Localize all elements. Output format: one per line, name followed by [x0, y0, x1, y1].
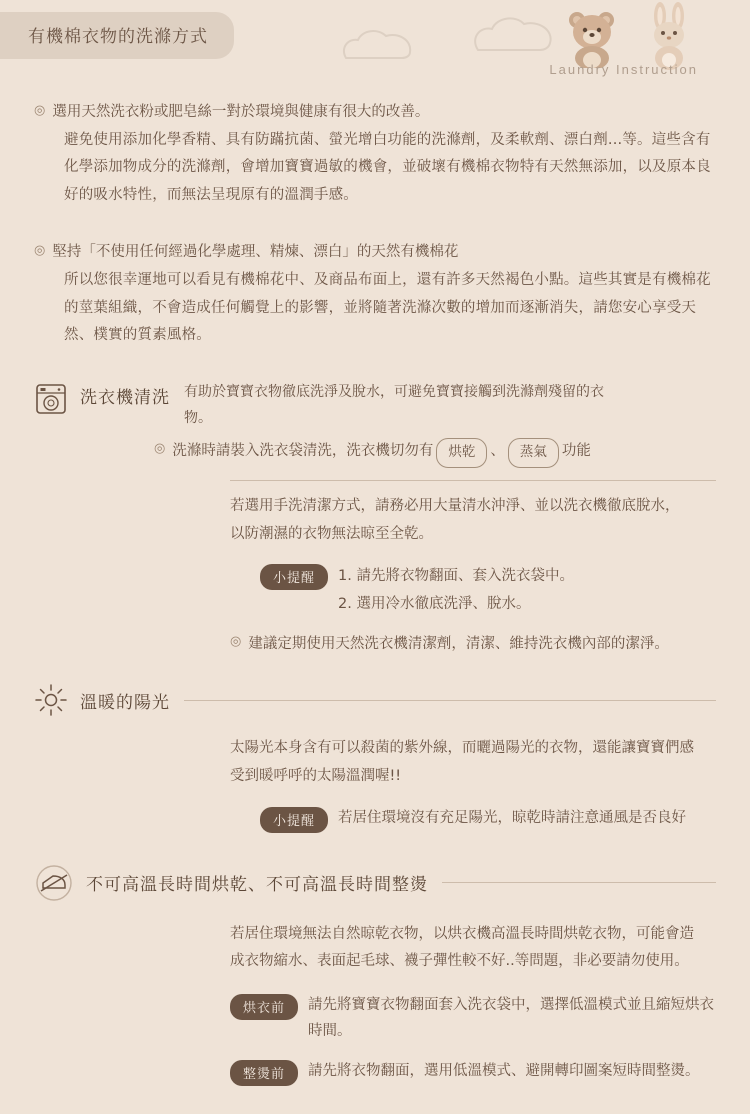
iron-no-icon: [34, 863, 74, 903]
double-circle-icon: ◎: [34, 103, 46, 118]
tip-text: 請先將衣物翻面，選用低溫模式、避開轉印圖案短時間整燙。: [308, 1062, 700, 1079]
footer-bullet-row: [230, 631, 716, 658]
double-circle-icon: ◎: [230, 633, 242, 649]
section-paragraph: 若居住環境無法自然晾乾衣物，以烘衣機高溫長時間烘乾衣物，可能會造成衣物縮水、表面起毛球、襪子彈性較不好..等問題，非必要請勿使用。: [230, 925, 694, 970]
bullet-heading-text: 選用天然洗衣粉或肥皂絲一對於環境與健康有很大的改善。: [52, 104, 430, 120]
tip-badge-before-ironing: 整燙前: [230, 1060, 298, 1086]
bullet-heading-row: [34, 100, 716, 125]
section-paragraph: 太陽光本身含有可以殺菌的紫外線，而曬過陽光的衣物，還能讓寶寶們感受到暖呼呼的太陽溫潤喔!!: [230, 740, 694, 784]
washing-machine-icon: [34, 382, 68, 416]
tip-badge-before-drying: 烘衣前: [230, 994, 298, 1020]
sub-bullet-text: 洗滌時請裝入洗衣袋清洗，洗衣機切勿有: [172, 443, 434, 460]
page-header: [0, 0, 750, 92]
tip-row: [230, 1058, 716, 1086]
sub-bullet-text-after: 功能: [561, 443, 591, 460]
teddy-bear-icon: [562, 6, 624, 68]
section-no-high-heat: [34, 863, 716, 1086]
tip-list-item: 2. 選用冷水徹底洗淨、脫水。: [338, 596, 531, 613]
divider: [230, 480, 716, 481]
section-title: 不可高溫長時間烘乾、不可高溫長時間整燙: [86, 875, 428, 896]
double-circle-icon: ◎: [154, 441, 166, 457]
tip-badge: 小提醒: [260, 807, 328, 833]
intro-block: [34, 240, 716, 350]
cloud-icon: [470, 10, 560, 54]
section-rule: [184, 700, 716, 701]
cloud-icon: [340, 22, 420, 62]
section-title: 溫暖的陽光: [80, 692, 170, 713]
sun-icon: [34, 683, 68, 717]
section-inline-text: 有助於寶寶衣物徹底洗淨及脫水，可避免寶寶接觸到洗滌劑殘留的衣物。: [184, 384, 604, 427]
page-content: [0, 100, 750, 1086]
sub-bullet-separator: 、: [490, 443, 505, 460]
section-title: 洗衣機清洗: [80, 388, 170, 409]
intro-block: [34, 100, 716, 210]
section-sunlight: [34, 683, 716, 832]
tip-text: 若居住環境沒有充足陽光，晾乾時請注意通風是否良好: [338, 809, 687, 826]
tip-badge: 小提醒: [260, 564, 328, 590]
tip-row: [260, 562, 716, 619]
tip-row: [260, 805, 716, 833]
bullet-heading-row: [34, 240, 716, 265]
double-circle-icon: ◎: [34, 243, 46, 259]
tip-row: [230, 992, 716, 1044]
tag-tumble-dry: 烘乾: [436, 438, 487, 468]
page-title: 有機棉衣物的洗滌方式: [0, 12, 234, 59]
tip-list-item: 1. 請先將衣物翻面、套入洗衣袋中。: [338, 568, 574, 585]
section-paragraph: 若選用手洗清潔方式，請務必用大量清水沖淨、並以洗衣機徹底脫水，以防潮濕的衣物無法晾至全乾。: [230, 498, 680, 542]
section-header: [34, 863, 716, 903]
section-header: [34, 380, 716, 432]
bullet-heading-text: 堅持「不使用任何經過化學處理、精煉、漂白」的天然有機棉花: [52, 244, 459, 261]
section-rule: [442, 882, 716, 883]
laundry-instruction-label: Laundry Instruction: [549, 62, 698, 77]
tag-steam: 蒸氣: [508, 438, 559, 468]
section-header: [34, 683, 716, 717]
bullet-body-text: 避免使用添加化學香精、具有防蹣抗菌、螢光增白功能的洗滌劑，及柔軟劑、漂白劑...等。這些含有化學添加物成分的洗滌劑，會增加寶寶過敏的機會，並破壞有機棉衣物特有天然無添加，以及原本良好的吸水特性，而無法呈現原有的溫潤手感。: [64, 131, 711, 204]
bullet-body-text: 所以您很幸運地可以看見有機棉花中、及商品布面上，還有許多天然褐色小點。這些其實是有機棉花的莖葉組織，不會造成任何觸覺上的影響，並將隨著洗滌次數的增加而逐漸消失，請您安心享受天然、樸實的質素風格。: [64, 271, 711, 344]
tip-text: 請先將寶寶衣物翻面套入洗衣袋中，選擇低溫模式並且縮短烘衣時間。: [308, 996, 715, 1039]
tip-list: [338, 562, 574, 619]
section-washing-machine: [34, 380, 716, 657]
footer-bullet-text: 建議定期使用天然洗衣機清潔劑，清潔、維持洗衣機內部的潔淨。: [248, 635, 669, 652]
sub-bullet-row: [154, 438, 716, 468]
